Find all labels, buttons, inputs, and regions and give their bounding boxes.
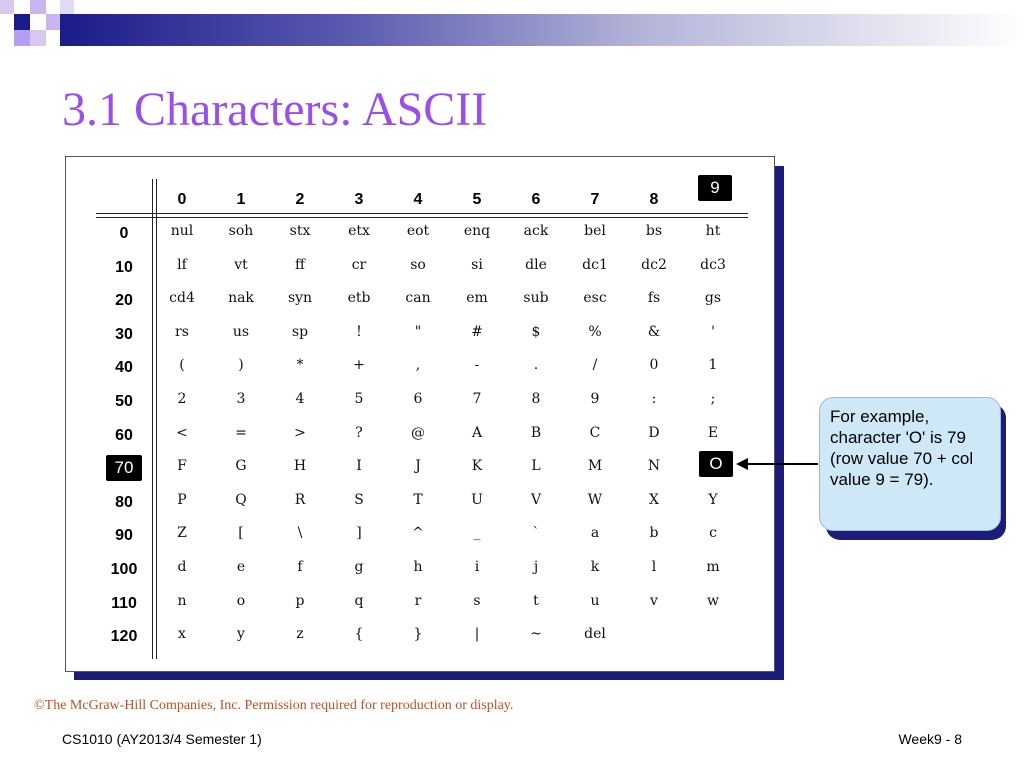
ascii-cell: $ <box>531 323 541 340</box>
ascii-cell: n <box>177 592 187 609</box>
ascii-cell: etx <box>348 223 370 239</box>
corner-decoration <box>14 14 30 30</box>
row-header: 40 <box>115 359 133 377</box>
ascii-cell: 8 <box>531 391 541 407</box>
ascii-cell: B <box>530 424 542 441</box>
ascii-cell: G <box>235 458 247 475</box>
ascii-cell: V <box>530 491 542 508</box>
header-rule <box>96 217 748 218</box>
ascii-cell: ~ <box>530 626 542 643</box>
ascii-cell: # <box>471 323 483 340</box>
ascii-cell: vt <box>234 256 248 273</box>
col-header: 1 <box>236 191 246 208</box>
ascii-cell: ack <box>523 223 549 239</box>
corner-decoration <box>30 30 46 46</box>
ascii-cell: 3 <box>236 391 246 407</box>
ascii-cell: soh <box>228 223 254 239</box>
row-header-rule <box>156 179 157 659</box>
ascii-cell: r <box>414 592 422 609</box>
ascii-cell: T <box>413 491 423 508</box>
ascii-cell: 2 <box>177 391 187 407</box>
highlight-cell-badge: O <box>699 451 733 477</box>
corner-decoration <box>0 0 14 14</box>
ascii-cell: s <box>473 592 481 609</box>
ascii-cell: + <box>353 357 365 374</box>
ascii-cell: cr <box>351 256 367 273</box>
course-footer: CS1010 (AY2013/4 Semester 1) <box>62 731 262 747</box>
ascii-cell: syn <box>287 290 313 307</box>
ascii-cell: etb <box>347 290 371 307</box>
ascii-cell: esc <box>583 290 607 307</box>
ascii-cell: ; <box>710 391 716 407</box>
ascii-cell: 5 <box>354 391 364 407</box>
ascii-cell: M <box>587 458 603 475</box>
col-header: 2 <box>295 191 305 208</box>
ascii-cell: v <box>650 592 658 609</box>
ascii-cell: & <box>647 323 661 340</box>
ascii-cell: F <box>177 458 187 475</box>
ascii-cell: N <box>647 458 661 475</box>
corner-decoration <box>46 14 60 30</box>
ascii-cell: ' <box>711 323 715 340</box>
ascii-cell: eot <box>406 223 430 239</box>
ascii-cell: fs <box>647 290 661 307</box>
ascii-cell: K <box>471 458 483 475</box>
ascii-cell: J <box>415 458 421 475</box>
ascii-cell: _ <box>473 525 481 542</box>
ascii-cell: o <box>236 592 246 609</box>
col-header: 0 <box>177 191 187 208</box>
callout-arrow-head <box>736 458 748 470</box>
ascii-cell: dc1 <box>582 256 608 273</box>
ascii-cell: si <box>471 256 483 273</box>
ascii-cell: W <box>587 491 603 508</box>
corner-decoration <box>30 0 46 14</box>
ascii-cell: stx <box>289 223 311 239</box>
ascii-cell: p <box>295 592 305 609</box>
ascii-cell: > <box>294 424 306 441</box>
ascii-cell: can <box>405 290 431 307</box>
ascii-cell: @ <box>411 424 425 441</box>
ascii-cell: bel <box>584 223 606 239</box>
ascii-cell: nul <box>170 223 194 239</box>
ascii-cell: lf <box>177 256 187 273</box>
ascii-cell: y <box>237 626 245 643</box>
col-header: 6 <box>531 191 541 208</box>
ascii-cell: ? <box>355 424 363 441</box>
ascii-cell: i <box>474 559 480 575</box>
row-header-rule <box>152 179 153 659</box>
ascii-cell: I <box>356 458 362 475</box>
ascii-cell: 0 <box>649 357 659 374</box>
ascii-cell: } <box>413 626 423 643</box>
ascii-cell: Z <box>177 525 187 542</box>
ascii-cell: D <box>648 424 660 441</box>
ascii-cell: , <box>415 357 421 374</box>
col-header: 5 <box>472 191 482 208</box>
ascii-cell: u <box>590 592 600 609</box>
ascii-cell: sub <box>523 290 549 307</box>
col-header: 4 <box>413 191 423 208</box>
ascii-cell: ` <box>532 525 540 542</box>
ascii-cell: " <box>414 323 422 340</box>
ascii-cell: X <box>649 491 659 508</box>
ascii-cell: e <box>236 559 246 575</box>
ascii-cell: S <box>354 491 364 508</box>
row-header: 90 <box>115 527 133 545</box>
row-header: 20 <box>115 292 133 310</box>
col-header: 8 <box>649 191 659 208</box>
ascii-cell: w <box>707 592 719 609</box>
header-rule <box>96 213 748 214</box>
ascii-cell: cd4 <box>169 290 195 307</box>
ascii-cell: ! <box>356 323 362 340</box>
ascii-table <box>65 156 775 672</box>
ascii-cell: ] <box>356 525 362 542</box>
ascii-cell: b <box>649 525 659 542</box>
ascii-cell: dle <box>525 256 547 273</box>
ascii-cell: - <box>474 357 480 374</box>
ascii-cell: bs <box>645 223 663 239</box>
ascii-cell: rs <box>175 323 189 340</box>
ascii-cell: = <box>235 424 247 441</box>
ascii-cell: Q <box>235 491 247 508</box>
row-header: 80 <box>115 493 133 511</box>
ascii-cell: . <box>533 357 539 374</box>
ascii-cell: 6 <box>413 391 423 407</box>
ascii-cell: ht <box>705 223 721 239</box>
ascii-cell: j <box>533 559 539 575</box>
row-header: 30 <box>115 325 133 343</box>
ascii-cell: A <box>471 424 483 441</box>
ascii-cell: f <box>297 559 303 575</box>
highlight-col-badge: 9 <box>698 175 732 201</box>
ascii-cell: ) <box>238 357 244 374</box>
ascii-cell: dc3 <box>700 256 726 273</box>
ascii-cell: : <box>651 391 657 407</box>
ascii-cell: enq <box>463 223 491 239</box>
ascii-cell: h <box>413 559 423 575</box>
ascii-cell: 1 <box>708 357 718 374</box>
header-gradient-bar <box>60 14 1024 46</box>
row-header: 60 <box>115 426 133 444</box>
ascii-cell: q <box>354 592 364 609</box>
ascii-cell: [ <box>238 525 244 542</box>
ascii-cell: a <box>590 525 600 542</box>
slide-title: 3.1 Characters: ASCII <box>62 83 488 136</box>
ascii-cell: ^ <box>412 525 424 542</box>
ascii-cell: Y <box>708 491 718 508</box>
row-header: 120 <box>110 628 138 646</box>
ascii-cell: d <box>177 559 187 575</box>
ascii-cell: P <box>177 491 187 508</box>
row-header: 110 <box>111 594 137 612</box>
ascii-cell: { <box>354 626 364 643</box>
ascii-cell: em <box>466 290 488 307</box>
ascii-cell: L <box>531 458 541 475</box>
ascii-cell: | <box>474 626 480 643</box>
ascii-cell: < <box>176 424 188 441</box>
ascii-cell: sp <box>291 323 309 340</box>
ascii-cell: c <box>709 525 717 542</box>
ascii-cell: R <box>294 491 306 508</box>
ascii-cell: * <box>296 357 304 374</box>
ascii-cell: % <box>588 323 602 340</box>
ascii-cell: 9 <box>590 391 600 407</box>
row-header: 0 <box>119 225 129 242</box>
ascii-cell: del <box>584 626 606 643</box>
ascii-cell: 4 <box>295 391 305 407</box>
ascii-cell: k <box>590 559 600 575</box>
ascii-cell: / <box>592 357 598 374</box>
ascii-cell: \ <box>297 525 303 542</box>
copyright-notice: ©The McGraw-Hill Companies, Inc. Permission required for reproduction or display. <box>34 698 514 713</box>
ascii-cell: us <box>232 323 250 340</box>
ascii-cell: H <box>293 458 307 475</box>
ascii-cell: gs <box>704 290 722 307</box>
ascii-cell: z <box>296 626 304 643</box>
ascii-cell: m <box>706 559 720 575</box>
ascii-cell: t <box>533 592 539 609</box>
col-header: 3 <box>354 191 364 208</box>
ascii-cell: x <box>178 626 186 643</box>
ascii-cell: l <box>651 559 657 575</box>
ascii-cell: E <box>707 424 719 441</box>
ascii-cell: g <box>354 559 364 575</box>
ascii-cell: ff <box>295 256 305 273</box>
ascii-cell: so <box>410 256 426 273</box>
row-header: 50 <box>115 393 133 410</box>
row-header: 10 <box>115 258 133 276</box>
ascii-cell: U <box>471 491 483 508</box>
highlight-row-badge: 70 <box>106 455 142 481</box>
ascii-cell: dc2 <box>641 256 667 273</box>
example-callout: For example, character 'O' is 79 (row value 70 + col value 9 = 79). <box>819 397 1001 531</box>
slide-number: Week9 - 8 <box>898 731 962 747</box>
ascii-cell: 7 <box>472 391 482 407</box>
ascii-cell: nak <box>228 290 254 307</box>
ascii-cell: C <box>589 424 601 441</box>
row-header: 100 <box>110 561 138 578</box>
col-header: 7 <box>590 191 600 208</box>
callout-arrow <box>738 463 818 465</box>
corner-decoration <box>14 30 30 46</box>
corner-decoration <box>60 0 74 14</box>
ascii-cell: ( <box>179 357 185 374</box>
